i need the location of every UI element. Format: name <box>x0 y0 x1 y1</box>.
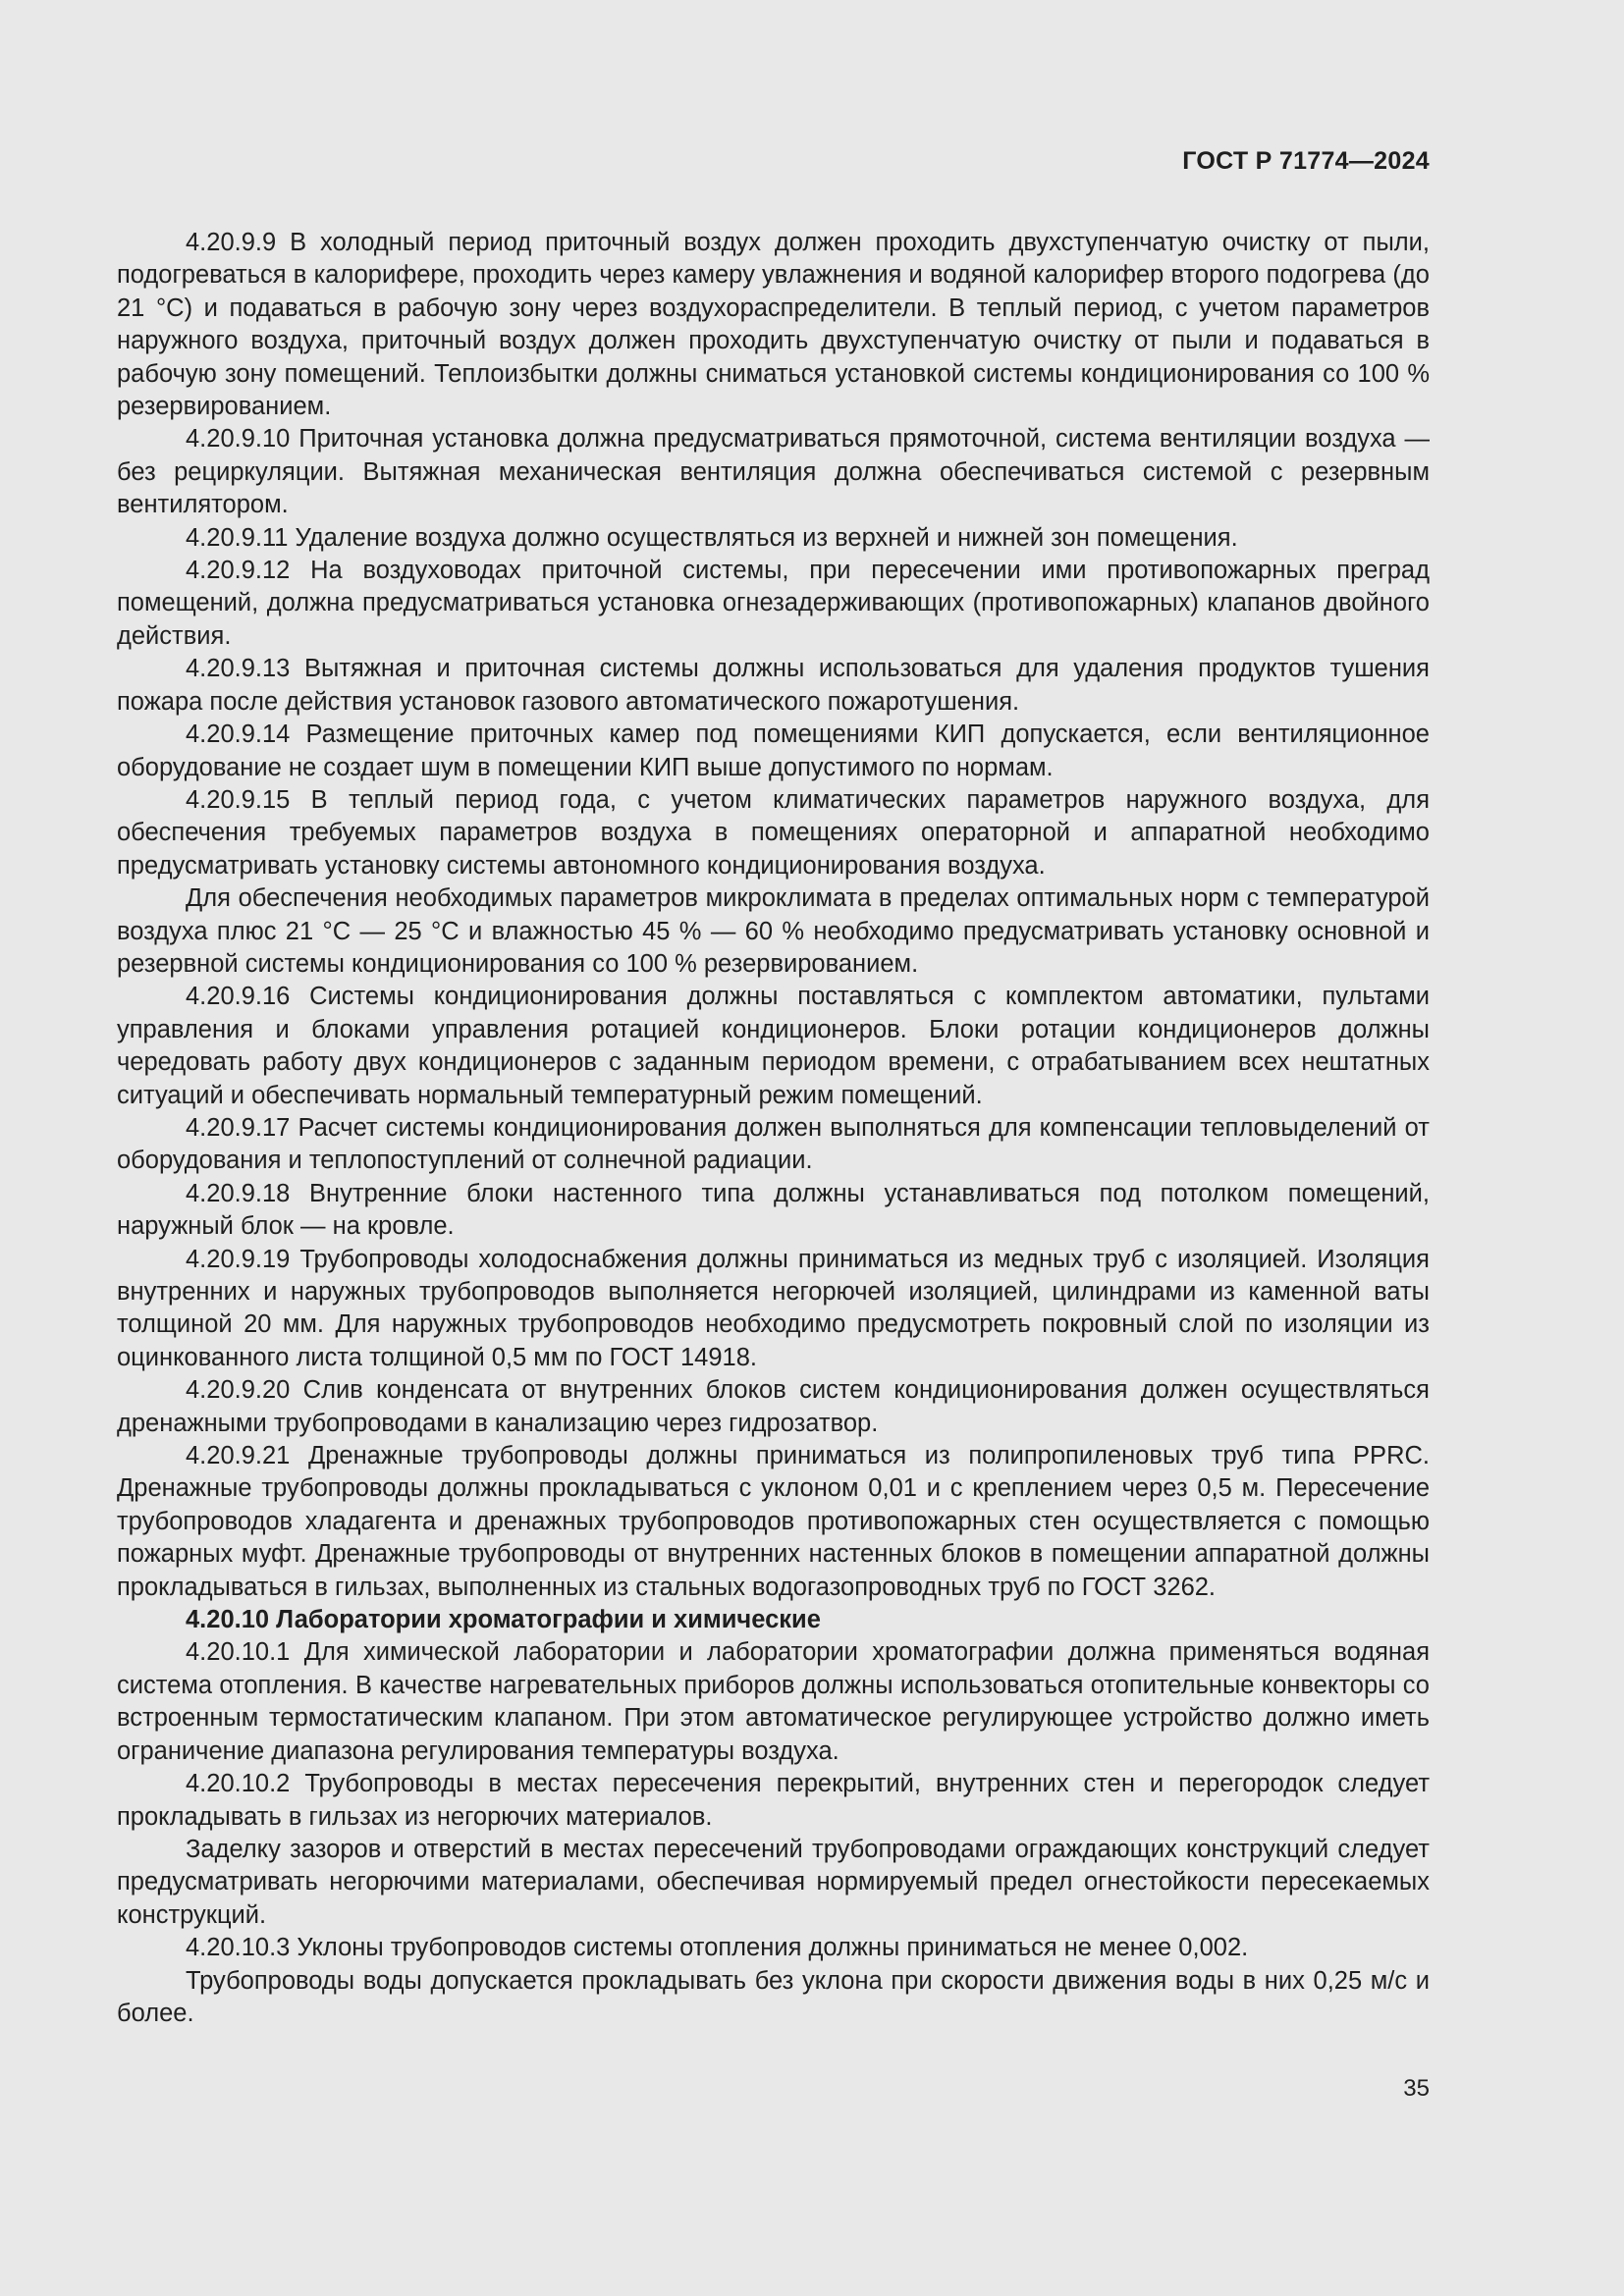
paragraph-4-20-9-10: 4.20.9.10 Приточная установка должна предусматриваться прямоточной, система вентиляции воздуха — без рециркуляции. Вытяжная механическая вентиляция должна обеспечиваться системой с резервным вентилятором. <box>117 425 1430 519</box>
paragraph-4-20-9-13: 4.20.9.13 Вытяжная и приточная системы должны использоваться для удаления продуктов тушения пожара после действия установок газового автоматического пожаротушения. <box>117 655 1430 716</box>
document-body <box>117 227 1430 2030</box>
paragraph-4-20-9-9: 4.20.9.9 В холодный период приточный воздух должен проходить двухступенчатую очистку от пыли, подогреваться в калорифере, проходить через камеру увлажнения и водяной калорифер второго подогрева (до 21 °С) и подаваться в рабочую зону через воздухораспределители. В теплый период, с учетом параметров наружного воздуха, приточный воздух должен проходить двухступенчатую очистку от пыли и подаваться в рабочую зону помещений. Теплоизбытки должны сниматься установкой системы кондиционирования со 100 % резервированием. <box>117 229 1430 421</box>
paragraph-water-pipes: Трубопроводы воды допускается прокладывать без уклона при скорости движения воды в них 0,25 м/с и более. <box>117 1966 1430 2027</box>
paragraph-sealing: Заделку зазоров и отверстий в местах пересечений трубопроводами ограждающих конструкций следует предусматривать негорючими материалами, обеспечивая нормируемый предел огнестойкости пересекаемых конструкций. <box>117 1835 1430 1929</box>
paragraph-4-20-9-14: 4.20.9.14 Размещение приточных камер под помещениями КИП допускается, если вентиляционное оборудование не создает шум в помещении КИП выше допустимого по нормам. <box>117 721 1430 781</box>
paragraph-microclimate: Для обеспечения необходимых параметров микроклимата в пределах оптимальных норм с температурой воздуха плюс 21 °С — 25 °С и влажностью 45 % — 60 % необходимо предусматривать установку основной и резервной системы кондиционирования со 100 % резервированием. <box>117 884 1430 978</box>
paragraph-4-20-10-2: 4.20.10.2 Трубопроводы в местах пересечения перекрытий, внутренних стен и перегородок следует прокладывать в гильзах из негорючих материалов. <box>117 1770 1430 1831</box>
paragraph-4-20-9-11: 4.20.9.11 Удаление воздуха должно осуществляться из верхней и нижней зон помещения. <box>186 523 1238 552</box>
page-number: 35 <box>1403 2075 1430 2102</box>
paragraph-4-20-9-12: 4.20.9.12 На воздуховодах приточной системы, при пересечении ими противопожарных преград помещений, должна предусматриваться установка огнезадерживающих (противопожарных) клапанов двойного действия. <box>117 557 1430 650</box>
paragraph-4-20-9-20: 4.20.9.20 Слив конденсата от внутренних блоков систем кондиционирования должен осуществляться дренажными трубопроводами в канализацию через гидрозатвор. <box>117 1376 1430 1437</box>
paragraph-4-20-9-17: 4.20.9.17 Расчет системы кондиционирования должен выполняться для компенсации тепловыделений от оборудования и теплопоступлений от солнечной радиации. <box>117 1113 1430 1175</box>
paragraph-4-20-9-18: 4.20.9.18 Внутренние блоки настенного типа должны устанавливаться под потолком помещений, наружный блок — на кровле. <box>117 1179 1430 1241</box>
paragraph-4-20-10-3: 4.20.10.3 Уклоны трубопроводов системы отопления должны приниматься не менее 0,002. <box>186 1934 1249 1962</box>
paragraph-4-20-9-15: 4.20.9.15 В теплый период года, с учетом климатических параметров наружного воздуха, для обеспечения требуемых параметров воздуха в помещениях операторной и аппаратной необходимо предусматривать установку системы автономного кондиционирования воздуха. <box>117 785 1430 880</box>
paragraph-4-20-9-21: 4.20.9.21 Дренажные трубопроводы должны приниматься из полипропиленовых труб типа PPRC. Дренажные трубопроводы должны прокладываться с уклоном 0,01 и с креплением через 0,5 м. Пересечение трубопроводов хладагента и дренажных трубопроводов противопожарных стен осуществляется с помощью пожарных муфт. Дренажные трубопроводы от внутренних настенных блоков в помещении аппаратной должны прокладываться в гильзах, выполненных из стальных водогазопроводных труб по ГОСТ 3262. <box>117 1442 1430 1601</box>
document-header: ГОСТ Р 71774—2024 <box>1182 147 1430 175</box>
paragraph-4-20-9-16: 4.20.9.16 Системы кондиционирования должны поставляться с комплектом автоматики, пультами управления и блоками управления ротацией кондиционеров. Блоки ротации кондиционеров должны чередовать работу двух кондиционеров с заданным периодом времени, с отрабатыванием всех нештатных ситуаций и обеспечивать нормальный температурный режим помещений. <box>117 983 1430 1109</box>
paragraph-4-20-9-19: 4.20.9.19 Трубопроводы холодоснабжения должны приниматься из медных труб с изоляцией. Изоляция внутренних и наружных трубопроводов выполняется негорючей изоляцией, цилиндрами из каменной ваты толщиной 20 мм. Для наружных трубопроводов необходимо предусмотреть покровный слой по изоляции из оцинкованного листа толщиной 0,5 мм по ГОСТ 14918. <box>117 1245 1430 1371</box>
section-heading-4-20-10: 4.20.10 Лаборатории хроматографии и химические <box>186 1606 821 1634</box>
paragraph-4-20-10-1: 4.20.10.1 Для химической лаборатории и лаборатории хроматографии должна применяться водяная система отопления. В качестве нагревательных приборов должны использоваться отопительные конвекторы со встроенным термостатическим клапаном. При этом автоматическое регулирующее устройство должно иметь ограничение диапазона регулирования температуры воздуха. <box>117 1638 1430 1765</box>
